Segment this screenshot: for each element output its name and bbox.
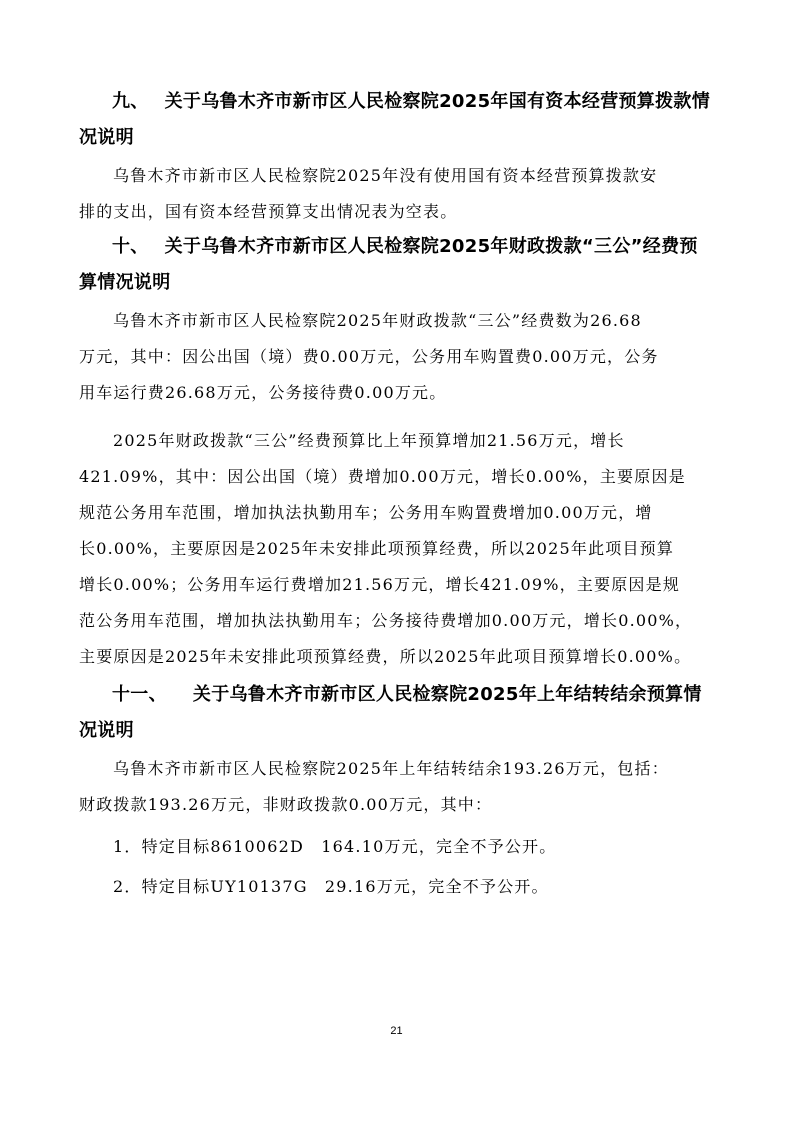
section-9-heading-cont — [79, 120, 715, 156]
section-11-heading — [79, 677, 715, 713]
section-11-number: 十一、 — [112, 684, 167, 705]
paragraph-line: 增长0.00%；公务用车运行费增加21.56万元，增长421.09%，主要原因是规 — [79, 575, 681, 594]
list-item-text: 1．特定目标8610062D 164.10万元，完全不予公开。 — [113, 837, 557, 856]
section-9-heading — [79, 84, 715, 120]
section-10-paragraph-2 — [79, 423, 715, 675]
section-11-heading-cont — [79, 713, 715, 749]
paragraph-line: 排的支出，国有资本经营预算支出情况表为空表。 — [79, 202, 458, 221]
paragraph-line: 乌鲁木齐市新市区人民检察院2025年财政拨款“三公”经费数为26.68 — [113, 311, 642, 330]
section-10-number: 十、 — [112, 236, 149, 257]
section-10-title-line1: 关于乌鲁木齐市新市区人民检察院2025年财政拨款“三公”经费预 — [164, 236, 698, 257]
list-item-text: 2．特定目标UY10137G 29.16万元，完全不予公开。 — [113, 877, 549, 896]
paragraph-line: 乌鲁木齐市新市区人民检察院2025年上年结转结余193.26万元，包括： — [113, 759, 669, 778]
paragraph-line: 范公务用车范围，增加执法执勤用车；公务接待费增加0.00万元，增长0.00%， — [79, 611, 693, 630]
section-9-paragraph — [79, 158, 715, 230]
section-9-number: 九、 — [112, 91, 149, 112]
section-11-paragraph — [79, 751, 715, 823]
section-9-title-line1: 关于乌鲁木齐市新市区人民检察院2025年国有资本经营预算拨款情 — [164, 91, 711, 112]
section-11-title-line2: 况说明 — [79, 720, 134, 741]
section-9-title-line2: 况说明 — [79, 127, 134, 148]
paragraph-line: 用车运行费26.68万元，公务接待费0.00万元。 — [79, 383, 447, 402]
page-number: 21 — [390, 1025, 403, 1037]
section-11-item-list — [79, 829, 715, 905]
section-10-paragraph-1 — [79, 303, 715, 411]
paragraph-line: 2025年财政拨款“三公”经费预算比上年预算增加21.56万元，增长 — [113, 431, 625, 450]
paragraph-line: 乌鲁木齐市新市区人民检察院2025年没有使用国有资本经营预算拨款安 — [113, 166, 658, 185]
paragraph-line: 万元，其中：因公出国（境）费0.00万元，公务用车购置费0.00万元，公务 — [79, 347, 659, 366]
paragraph-line: 长0.00%，主要原因是2025年未安排此项预算经费，所以2025年此项目预算 — [79, 539, 675, 558]
section-10-heading — [79, 229, 715, 265]
section-10-heading-cont — [79, 265, 715, 301]
list-item — [79, 869, 715, 905]
section-10-title-line2: 算情况说明 — [79, 272, 171, 293]
paragraph-line: 421.09%，其中：因公出国（境）费增加0.00万元，增长0.00%，主要原因是 — [79, 467, 686, 486]
paragraph-line: 财政拨款193.26万元，非财政拨款0.00万元，其中： — [79, 795, 493, 814]
list-item — [79, 829, 715, 865]
paragraph-line: 规范公务用车范围，增加执法执勤用车；公务用车购置费增加0.00万元，增 — [79, 503, 653, 522]
section-11-title-line1: 关于乌鲁木齐市新市区人民检察院2025年上年结转结余预算情 — [192, 684, 702, 705]
paragraph-line: 主要原因是2025年未安排此项预算经费，所以2025年此项目预算增长0.00%。 — [79, 647, 692, 666]
